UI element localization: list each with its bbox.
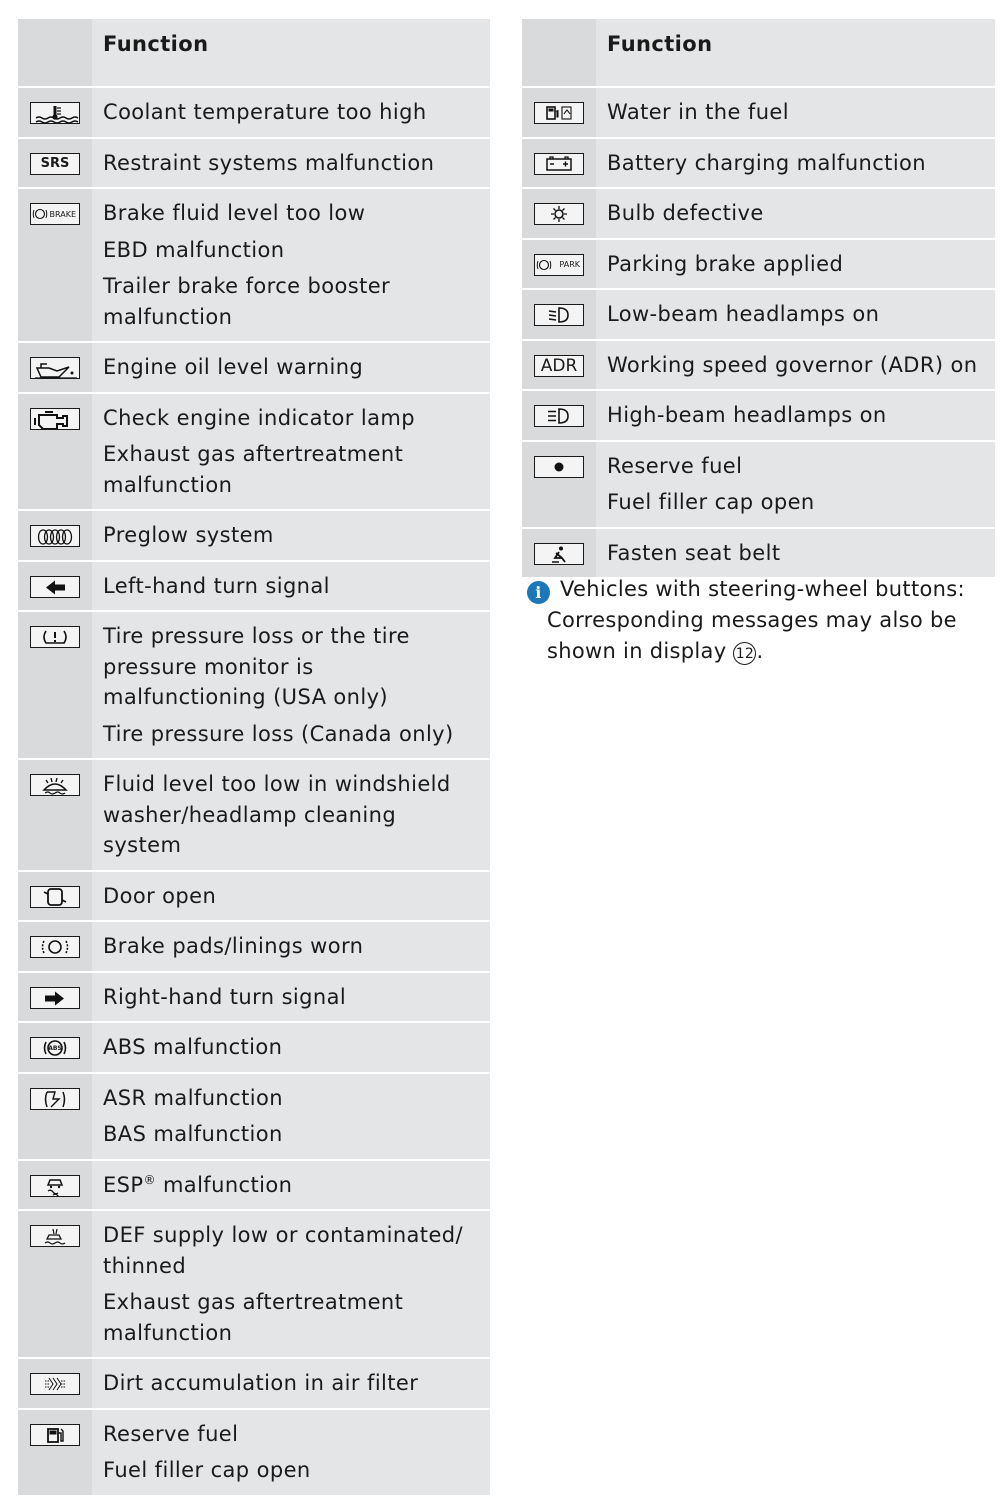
- function-cell: [92, 88, 490, 137]
- function-text: [103, 1220, 480, 1281]
- function-cell: [92, 922, 490, 971]
- function-text: [103, 235, 480, 266]
- table-row: [18, 88, 490, 137]
- icon-column-header: [18, 19, 92, 86]
- check-engine-icon: [30, 408, 80, 430]
- function-cell: [92, 1211, 490, 1357]
- function-cell: [92, 1074, 490, 1159]
- table-row: [18, 1161, 490, 1210]
- right-arrow-icon: [30, 987, 80, 1009]
- function-text-value: Reserve fuel: [607, 453, 743, 478]
- table-row: [522, 240, 995, 289]
- air-filter-icon: [30, 1373, 80, 1395]
- table-row: [18, 760, 490, 870]
- function-text: [103, 97, 480, 128]
- function-text-value: Exhaust gas aftertreatment malfunction: [103, 1290, 404, 1345]
- tire-pressure-icon: [30, 626, 80, 648]
- function-text: [103, 148, 480, 179]
- function-text-value: Bulb defective: [607, 201, 764, 225]
- function-text-value: Parking brake applied: [607, 251, 844, 276]
- function-text: [607, 97, 985, 128]
- function-text: [103, 621, 480, 713]
- function-text-value: EBD malfunction: [103, 237, 285, 262]
- coolant-temperature-icon: [30, 102, 80, 124]
- icon-label: PARK: [559, 260, 580, 269]
- function-text: [103, 931, 480, 962]
- function-cell: [92, 394, 490, 510]
- dot-icon: [534, 456, 584, 478]
- function-text: [103, 1119, 480, 1150]
- function-text: [103, 1287, 480, 1348]
- asr-icon: [30, 1088, 80, 1110]
- icon-cell: [522, 290, 596, 339]
- table-row: [18, 139, 490, 188]
- icon-cell: [18, 394, 92, 510]
- function-cell: [596, 442, 995, 527]
- icon-cell: [522, 139, 596, 188]
- registered-mark: ®: [143, 1172, 156, 1187]
- abs-icon: [30, 1037, 80, 1059]
- function-text-value: Tire pressure loss or the tire pressure monitor is malfunctioning (USA only): [103, 624, 410, 709]
- function-text-value: ESP: [103, 1172, 144, 1197]
- icon-cell: [18, 1074, 92, 1159]
- table-row: [18, 872, 490, 921]
- function-text-value: Right-hand turn signal: [103, 984, 347, 1009]
- function-text-value: Brake pads/linings worn: [103, 934, 364, 958]
- function-text-value: Fasten seat belt: [607, 540, 781, 565]
- icon-cell: [18, 562, 92, 611]
- function-cell: [596, 189, 995, 238]
- function-cell: [92, 973, 490, 1022]
- function-text-value: DEF supply low or contaminated/ thinned: [103, 1223, 463, 1278]
- icon-cell: [18, 511, 92, 560]
- icon-cell: [522, 529, 596, 578]
- table-header-row: [18, 19, 490, 86]
- adr-icon: [534, 355, 584, 377]
- function-text: [607, 487, 985, 518]
- icon-cell: [18, 139, 92, 188]
- engine-oil-icon: [30, 357, 80, 379]
- brake-pads-icon: [30, 936, 80, 958]
- function-text: [103, 571, 480, 602]
- icon-cell: [522, 88, 596, 137]
- function-cell: [596, 139, 995, 188]
- function-cell: [596, 240, 995, 289]
- icon-cell: [18, 189, 92, 341]
- icon-cell: [522, 341, 596, 390]
- function-text-value: Water in the fuel: [607, 100, 789, 124]
- function-cell: [92, 1410, 490, 1495]
- function-text: [103, 520, 480, 551]
- function-text: [103, 1368, 480, 1399]
- parking-brake-icon: [534, 254, 584, 276]
- function-text-value: High-beam headlamps on: [607, 403, 887, 427]
- icon-cell: [18, 973, 92, 1022]
- icon-label: ABS: [48, 1044, 62, 1052]
- function-text-value: Coolant temperature too high: [103, 100, 427, 124]
- function-text: [103, 1083, 480, 1114]
- table-body: [18, 19, 490, 1495]
- function-text: [607, 451, 985, 482]
- function-text: [103, 271, 480, 332]
- note-line-2: Corresponding messages may also be shown in display: [547, 608, 957, 663]
- warning-lamp-table-left: [18, 17, 490, 1497]
- function-text: [607, 538, 985, 569]
- function-text-value: ABS malfunction: [103, 1035, 283, 1059]
- function-cell: [92, 343, 490, 392]
- function-text-value: Engine oil level warning: [103, 355, 364, 379]
- table-row: [522, 442, 995, 527]
- function-text: [607, 148, 985, 179]
- function-text-value: Battery charging malfunction: [607, 150, 927, 175]
- function-cell: [92, 1359, 490, 1408]
- icon-cell: [18, 343, 92, 392]
- table-header-row: [522, 19, 995, 86]
- table-row: [18, 1410, 490, 1495]
- table-row: [522, 139, 995, 188]
- function-cell: [92, 1023, 490, 1072]
- high-beam-icon: [534, 405, 584, 427]
- table-row: [18, 922, 490, 971]
- icon-column-header: [522, 19, 596, 86]
- function-cell: [92, 189, 490, 341]
- washer-fluid-icon: [30, 774, 80, 796]
- table-body: [522, 19, 995, 577]
- left-arrow-icon: [30, 576, 80, 598]
- bulb-icon: [534, 203, 584, 225]
- function-text-value: Exhaust gas aftertreatment malfunction: [103, 442, 404, 497]
- function-text: [103, 719, 480, 750]
- icon-cell: [18, 1211, 92, 1357]
- table-row: [18, 343, 490, 392]
- def-icon: [30, 1225, 80, 1247]
- function-text-value: Fuel filler cap open: [607, 490, 815, 514]
- function-text: [103, 1032, 480, 1063]
- door-open-icon: [30, 886, 80, 908]
- function-text-value: Fluid level too low in windshield washer/headlamp cleaning system: [103, 772, 451, 857]
- low-beam-icon: [534, 304, 584, 326]
- icon-cell: [522, 189, 596, 238]
- icon-cell: [18, 1410, 92, 1495]
- function-text: [103, 1419, 480, 1450]
- icon-cell: [18, 922, 92, 971]
- function-cell: [596, 290, 995, 339]
- icon-cell: [18, 872, 92, 921]
- function-text-value: Working speed governor (ADR) on: [607, 352, 978, 377]
- info-icon: i: [527, 581, 550, 604]
- table-row: [18, 612, 490, 758]
- note-line-1: Vehicles with steering-wheel buttons:: [560, 577, 965, 601]
- table-row: [522, 529, 995, 578]
- function-cell: [92, 511, 490, 560]
- table-row: [18, 1359, 490, 1408]
- function-text-value: Door open: [103, 883, 217, 908]
- function-cell: [596, 88, 995, 137]
- table-row: [522, 189, 995, 238]
- function-column-header: Function: [92, 19, 490, 86]
- function-text-value: Low-beam headlamps on: [607, 302, 880, 326]
- function-text: [103, 769, 480, 861]
- function-text: [103, 403, 480, 434]
- function-column-header: Function: [596, 19, 995, 86]
- table-row: [522, 290, 995, 339]
- info-note: [527, 574, 987, 667]
- function-text-value: ASR malfunction: [103, 1085, 283, 1110]
- icon-cell: [18, 612, 92, 758]
- function-text: [103, 1170, 480, 1201]
- table-row: [18, 189, 490, 341]
- table-row: [18, 394, 490, 510]
- warning-lamp-table-right: [522, 17, 995, 579]
- function-cell: [596, 341, 995, 390]
- icon-cell: [522, 240, 596, 289]
- function-text-value: Dirt accumulation in air filter: [103, 1371, 419, 1395]
- icon-label: SRS: [40, 156, 70, 171]
- function-text-value: Brake fluid level too low: [103, 201, 366, 225]
- water-in-fuel-icon: [534, 102, 584, 124]
- function-cell: [596, 391, 995, 440]
- function-text-tail: malfunction: [155, 1172, 293, 1197]
- table-row: [18, 562, 490, 611]
- function-cell: [92, 612, 490, 758]
- function-text-value: Left-hand turn signal: [103, 573, 330, 598]
- table-row: [18, 1074, 490, 1159]
- table-row: [522, 391, 995, 440]
- function-cell: [92, 139, 490, 188]
- function-text: [607, 400, 985, 431]
- table-row: [522, 341, 995, 390]
- function-text-value: Reserve fuel: [103, 1421, 239, 1446]
- battery-icon: [534, 153, 584, 175]
- srs-icon: [30, 153, 80, 175]
- table-row: [522, 88, 995, 137]
- function-cell: [92, 760, 490, 870]
- function-text-value: Fuel filler cap open: [103, 1458, 311, 1482]
- function-cell: [92, 1161, 490, 1210]
- function-text: [103, 881, 480, 912]
- icon-cell: [522, 442, 596, 527]
- icon-label: ADR: [540, 355, 578, 376]
- icon-cell: [18, 88, 92, 137]
- function-text: [607, 350, 985, 381]
- function-text-value: Tire pressure loss (Canada only): [103, 721, 454, 746]
- function-text: [103, 352, 480, 383]
- table-row: [18, 1211, 490, 1357]
- table-row: [18, 1023, 490, 1072]
- function-cell: [596, 529, 995, 578]
- note-period: .: [756, 639, 764, 663]
- function-text: [607, 299, 985, 330]
- seat-belt-icon: [534, 543, 584, 565]
- function-text-value: Preglow system: [103, 523, 274, 547]
- icon-cell: [18, 760, 92, 870]
- icon-cell: [522, 391, 596, 440]
- icon-cell: [18, 1023, 92, 1072]
- function-text: [607, 249, 985, 280]
- function-text: [103, 1455, 480, 1486]
- function-text-value: BAS malfunction: [103, 1122, 283, 1146]
- table-row: [18, 511, 490, 560]
- function-text: [103, 198, 480, 229]
- icon-cell: [18, 1161, 92, 1210]
- function-cell: [92, 562, 490, 611]
- table-row: [18, 973, 490, 1022]
- function-text: [607, 198, 985, 229]
- icon-label: BRAKE: [49, 209, 76, 219]
- function-text-value: Check engine indicator lamp: [103, 405, 415, 430]
- display-reference: 12: [733, 642, 756, 665]
- fuel-pump-icon: [30, 1424, 80, 1446]
- preglow-icon: [30, 525, 80, 547]
- function-cell: [92, 872, 490, 921]
- function-text: [103, 982, 480, 1013]
- icon-cell: [18, 1359, 92, 1408]
- function-text-value: Trailer brake force booster malfunction: [103, 274, 391, 329]
- note-body: [527, 605, 987, 667]
- esp-icon: [30, 1175, 80, 1197]
- function-text-value: Restraint systems malfunction: [103, 150, 435, 175]
- function-text: [103, 439, 480, 500]
- brake-icon: [30, 203, 80, 225]
